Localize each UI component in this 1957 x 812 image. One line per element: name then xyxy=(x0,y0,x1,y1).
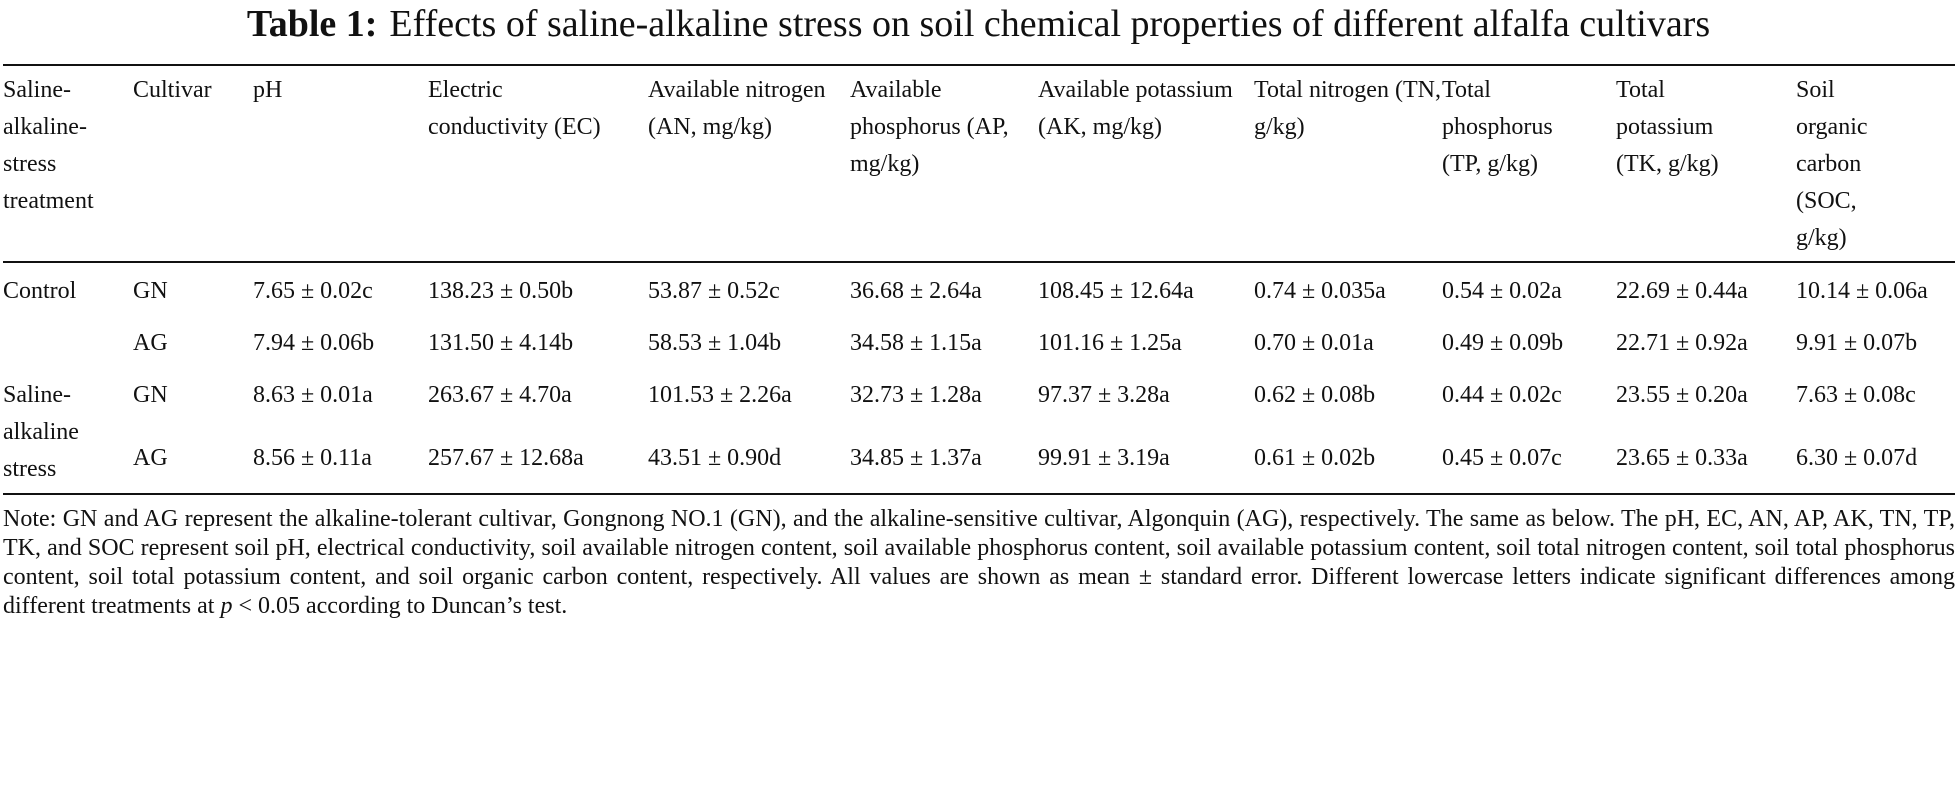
tp-cell: 0.54 ± 0.02a xyxy=(1442,278,1562,304)
ap-cell: 36.68 ± 2.64a xyxy=(850,278,982,304)
header-treatment: Saline-alkaline-stress treatment xyxy=(3,77,94,214)
header-cultivar: Cultivar xyxy=(133,77,212,103)
ak-cell: 108.45 ± 12.64a xyxy=(1038,278,1194,304)
cultivar-cell: GN xyxy=(133,278,168,304)
ph-cell: 7.65 ± 0.02c xyxy=(253,278,373,304)
note-text: Note: GN and AG represent the alkaline-tolerant cultivar, Gongnong NO.1 (GN), and the alkaline-sensitive cultivar, Algonquin (AG), respectively. The same as below. The pH, EC, AN, AP, AK, TN, TP, TK, and SOC represent soil pH, electrical conductivity, soil available nitrogen content, soil available phosphorus content, soil available potassium content, soil total nitrogen content, soil total phosphorus content, soil total potassium content, and soil organic carbon content, respectively. All values are shown as mean ± standard error. Different lowercase letters indicate significant differences among different treatments at xyxy=(3,506,1955,619)
ak-cell: 99.91 ± 3.19a xyxy=(1038,444,1170,471)
note-text-end: < 0.05 according to Duncan’s test. xyxy=(238,593,568,619)
header-ph: pH xyxy=(253,77,283,103)
table-label: Table 1: xyxy=(246,3,378,45)
table-header xyxy=(3,65,1955,262)
table-title xyxy=(0,0,1957,64)
ec-cell: 263.67 ± 4.70a xyxy=(428,382,572,408)
ec-cell: 257.67 ± 12.68a xyxy=(428,444,584,471)
cultivar-cell: GN xyxy=(133,382,168,408)
an-cell: 53.87 ± 0.52c xyxy=(648,278,780,304)
ap-cell: 34.58 ± 1.15a xyxy=(850,330,982,356)
treatment-cell: Saline-alkaline stress xyxy=(3,382,79,482)
header-ak: Available potassium (AK, mg/kg) xyxy=(1038,77,1233,140)
cultivar-cell: AG xyxy=(133,444,168,471)
table-row xyxy=(3,315,1955,367)
ec-cell: 138.23 ± 0.50b xyxy=(428,278,574,304)
header-ec: Electric conductivity (EC) xyxy=(428,77,601,140)
soc-cell: 7.63 ± 0.08c xyxy=(1796,382,1916,408)
tp-cell: 0.44 ± 0.02c xyxy=(1442,382,1562,408)
ph-cell: 8.56 ± 0.11a xyxy=(253,444,372,471)
ph-cell: 8.63 ± 0.01a xyxy=(253,382,373,408)
header-tn: Total nitrogen (TN, g/kg) xyxy=(1254,77,1441,140)
tk-cell: 23.55 ± 0.20a xyxy=(1616,382,1748,408)
soc-cell: 6.30 ± 0.07d xyxy=(1796,444,1918,471)
ak-cell: 97.37 ± 3.28a xyxy=(1038,382,1170,408)
table-row xyxy=(3,262,1955,315)
header-row xyxy=(3,65,1955,262)
tp-cell: 0.45 ± 0.07c xyxy=(1442,444,1562,471)
tk-cell: 22.71 ± 0.92a xyxy=(1616,330,1748,356)
ph-cell: 7.94 ± 0.06b xyxy=(253,330,375,356)
an-cell: 58.53 ± 1.04b xyxy=(648,330,782,356)
ec-cell: 131.50 ± 4.14b xyxy=(428,330,574,356)
tn-cell: 0.61 ± 0.02b xyxy=(1254,444,1376,471)
header-ap: Available phosphorus (AP, mg/kg) xyxy=(850,77,1009,177)
tk-cell: 23.65 ± 0.33a xyxy=(1616,444,1748,471)
note-p-symbol: p xyxy=(220,593,233,619)
tn-cell: 0.70 ± 0.01a xyxy=(1254,330,1374,356)
tn-cell: 0.74 ± 0.035a xyxy=(1254,278,1386,304)
table-body xyxy=(3,262,1955,494)
header-soc: Soil organic carbon (SOC, g/kg) xyxy=(1796,77,1868,251)
ap-cell: 32.73 ± 1.28a xyxy=(850,382,982,408)
table-row xyxy=(3,430,1955,494)
ak-cell: 101.16 ± 1.25a xyxy=(1038,330,1182,356)
ap-cell: 34.85 ± 1.37a xyxy=(850,444,982,471)
tn-cell: 0.62 ± 0.08b xyxy=(1254,382,1376,408)
cultivar-cell: AG xyxy=(133,330,168,356)
tp-cell: 0.49 ± 0.09b xyxy=(1442,330,1564,356)
soc-cell: 10.14 ± 0.06a xyxy=(1796,278,1928,304)
table-title-text: Effects of saline-alkaline stress on soil chemical properties of different alfalfa cultivars xyxy=(389,3,1711,45)
tk-cell: 22.69 ± 0.44a xyxy=(1616,278,1748,304)
table-row xyxy=(3,367,1955,430)
header-tp: Total phosphorus (TP, g/kg) xyxy=(1442,77,1553,177)
an-cell: 43.51 ± 0.90d xyxy=(648,444,782,471)
an-cell: 101.53 ± 2.26a xyxy=(648,382,792,408)
data-table xyxy=(3,64,1955,495)
header-tk: Total potassium (TK, g/kg) xyxy=(1616,77,1719,177)
soc-cell: 9.91 ± 0.07b xyxy=(1796,330,1918,356)
header-an: Available nitrogen (AN, mg/kg) xyxy=(648,77,826,140)
treatment-cell: Control xyxy=(3,278,77,304)
table-note xyxy=(3,505,1955,621)
